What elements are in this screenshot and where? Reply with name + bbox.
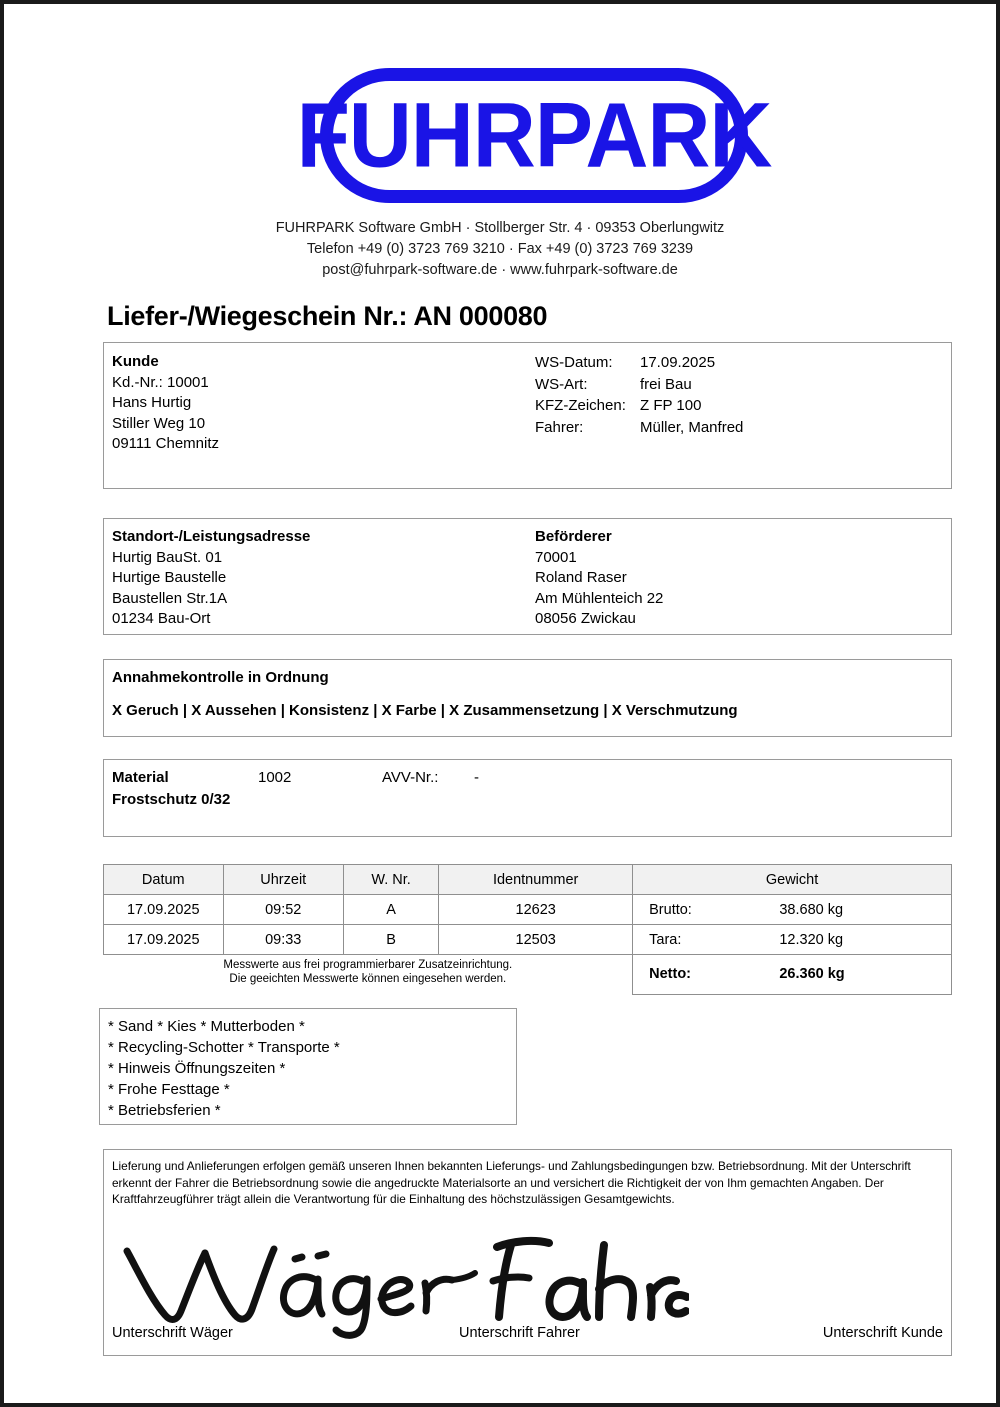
col-header-identnummer: Identnummer [439,865,633,895]
ws-datum-label: WS-Datum: [535,354,613,371]
tara-label: Tara: [649,931,682,948]
promotional-notes-box [99,1008,517,1125]
tara-value: 12.320 kg [779,931,844,948]
kfz-value: Z FP 100 [640,397,702,414]
site-line-1: Hurtig BauSt. 01 [112,548,223,566]
ws-art-value: frei Bau [640,375,692,393]
fahrer-value: Müller, Manfred [640,418,744,436]
page-title: Liefer-/Wiegeschein Nr.: AN 000080 [107,301,548,331]
carrier-line-1: 70001 [535,548,577,566]
carrier-block [535,527,663,630]
cell-datum: 17.09.2025 [104,895,224,925]
measurement-note [104,955,633,995]
measurement-note-line-1: Messwerte aus frei programmierbarer Zusatzeinrichtung. [223,959,513,971]
cell-identnummer: 12503 [439,925,633,955]
material-label: Material [112,769,169,786]
signature-label-kunde: Unterschrift Kunde [822,1325,943,1341]
col-header-gewicht: Gewicht [633,865,952,895]
netto-label: Netto: [649,966,692,983]
col-header-uhrzeit: Uhrzeit [223,865,343,895]
customer-meta-box [103,342,952,489]
fuhrpark-logo [296,68,772,203]
logo-wordmark [296,82,772,186]
acceptance-control-box [103,659,952,737]
promo-line-5: * Betriebsferien * [108,1102,221,1119]
cell-wnr: A [343,895,438,925]
customer-block [112,352,219,455]
site-line-2: Hurtige Baustelle [112,569,227,586]
site-address-block [112,527,310,630]
customer-name: Hans Hurtig [112,394,192,411]
netto-value: 26.360 kg [779,966,845,983]
material-box [103,759,952,837]
legal-signature-box [103,1149,952,1356]
company-phone-line: Telefon +49 (0) 3723 769 3210 · Fax +49 (0) 3723 769 3239 [306,241,694,257]
promo-line-2: * Recycling-Schotter * Transporte * [108,1039,340,1056]
material-description: Frostschutz 0/32 [112,791,231,808]
signature-labels-row [104,1325,951,1349]
signature-label-waeger: Unterschrift Wäger [112,1325,233,1341]
ws-datum-value: 17.09.2025 [640,354,716,371]
customer-heading: Kunde [112,353,159,370]
cell-uhrzeit: 09:33 [223,925,343,955]
company-contact-block [4,218,996,281]
weighing-table [103,864,952,995]
kfz-label: KFZ-Zeichen: [535,397,626,414]
meta-row-ws-datum [535,352,743,374]
meta-row-ws-art [535,374,743,396]
document-sheet [4,4,996,1403]
acceptance-title: Annahmekontrolle in Ordnung [112,669,329,686]
col-header-datum: Datum [104,865,224,895]
col-header-wnr: W. Nr. [343,865,438,895]
cell-datum: 17.09.2025 [104,925,224,955]
cell-uhrzeit: 09:52 [223,895,343,925]
promo-list [108,1016,340,1121]
customer-street: Stiller Weg 10 [112,414,206,432]
promo-line-4: * Frohe Festtage * [108,1081,230,1098]
site-carrier-box [103,518,952,635]
carrier-line-3: Am Mühlenteich 22 [535,589,664,607]
promo-line-1: * Sand * Kies * Mutterboden * [108,1018,305,1035]
cell-identnummer: 12623 [439,895,633,925]
ws-art-label: WS-Art: [535,375,588,393]
cell-gewicht-brutto [633,895,952,925]
site-line-4: 01234 Bau-Ort [112,610,211,627]
avv-number-label: AVV-Nr.: [382,769,439,786]
company-email-web-line: post@fuhrpark-software.de · www.fuhrpark-software.de [322,262,678,278]
acceptance-criteria-list: X Geruch | X Aussehen | Konsistenz | X Farbe | X Zusammensetzung | X Verschmutzung [112,702,738,719]
logo-wordmark-text: FUHRPARK [296,82,772,186]
table-row [104,895,952,925]
carrier-line-4: 08056 Zwickau [535,610,636,627]
table-header-row [104,865,952,895]
brutto-value: 38.680 kg [779,901,844,918]
meta-row-kfz [535,395,743,417]
fahrer-label: Fahrer: [535,418,584,436]
legal-terms-text: Lieferung und Anlieferungen erfolgen gemäß unseren Ihnen bekannten Lieferungs- und Zahlungsbedingungen bzw. Betriebsordnung. Mit der Unterschrift erkennt der Fahrer die Betriebsordnung sowie die angedruckte Materialsorte an und versichert die Richtigkeit der von Ihm gemachten Angaben. Der Kraftfahrzeugführer trägt allein die Verantwortung für die Einhaltung des höchstzulässigen Gesamtgewichts. [112,1159,911,1206]
slip-meta-block [535,352,743,438]
customer-city: 09111 Chemnitz [112,435,220,452]
customer-number: Kd.-Nr.: 10001 [112,373,209,391]
site-line-3: Baustellen Str.1A [112,589,228,607]
cell-gewicht-tara [633,925,952,955]
carrier-heading: Beförderer [535,528,612,545]
company-address-line: FUHRPARK Software GmbH · Stollberger Str. 4 · 09353 Oberlungwitz [275,220,725,236]
table-footer-row [104,955,952,995]
promo-line-3: * Hinweis Öffnungszeiten * [108,1060,286,1077]
measurement-note-line-2: Die geeichten Messwerte können eingesehen werden. [229,973,507,985]
carrier-line-2: Roland Raser [535,569,627,586]
material-number: 1002 [258,769,292,786]
brutto-label: Brutto: [649,901,692,918]
meta-row-fahrer [535,417,743,439]
cell-gewicht-netto [633,955,952,995]
avv-number-value: - [474,769,479,786]
table-row [104,925,952,955]
cell-wnr: B [343,925,438,955]
site-heading: Standort-/Leistungsadresse [112,528,311,545]
signature-label-fahrer: Unterschrift Fahrer [459,1325,580,1341]
